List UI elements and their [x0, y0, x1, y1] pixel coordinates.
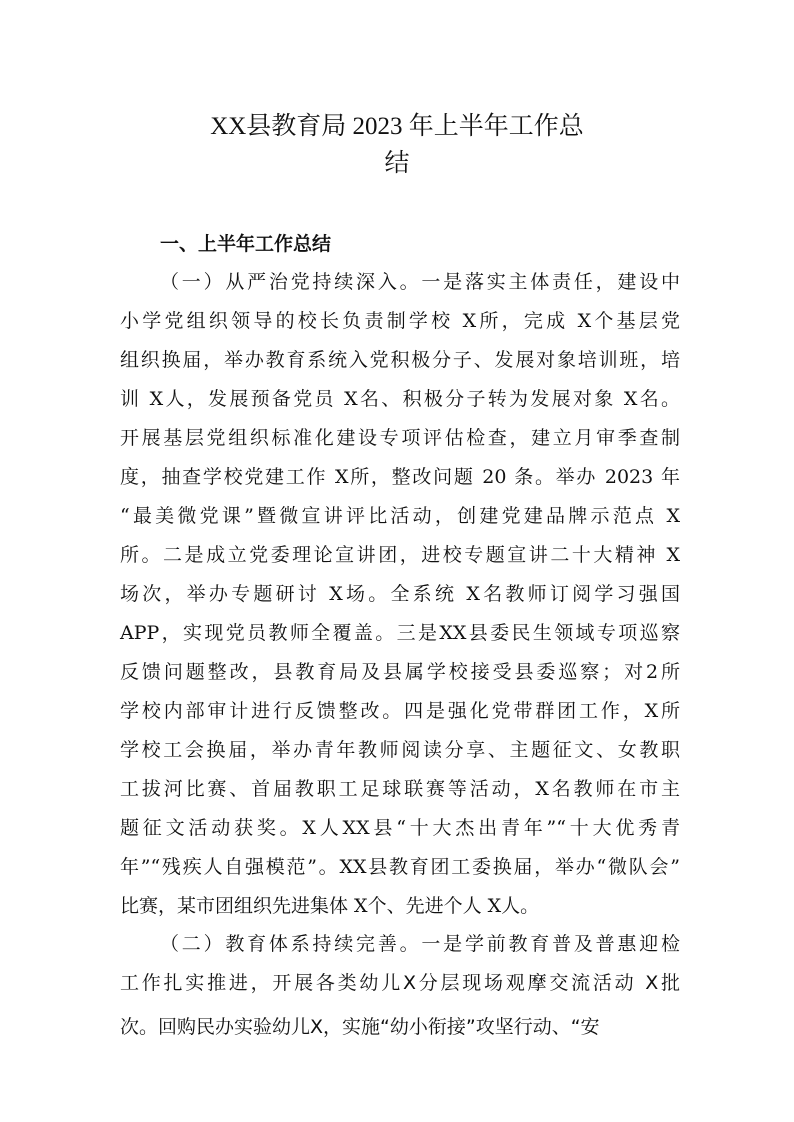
body-line: 开展基层党组织标准化建设专项评估检查，建立月审季查制: [120, 427, 680, 449]
body-line: APP，实现党员教师全覆盖。三是XX县委民生领域专项巡察: [120, 622, 680, 644]
body-line: 题征文活动获奖。X人XX县“十大杰出青年”“十大优秀青: [120, 817, 680, 839]
body-line: 反馈问题整改，县教育局及县属学校接受县委巡察；对2所: [120, 661, 680, 683]
title-line-2: 结: [384, 150, 410, 177]
body-line: 度，抽查学校党建工作 X所，整改问题 20 条。举办 2023 年: [120, 466, 680, 488]
body-line: 年”“残疾人自强模范”。XX县教育团工委换届，举办“微队会”: [120, 856, 680, 878]
body-line: 比赛，某市团组织先进集体 X个、先进个人 X人。: [120, 895, 540, 917]
body-line: （二）教育体系持续完善。一是学前教育普及普惠迎检: [160, 933, 680, 955]
body-line: 学校工会换届，举办青年教师阅读分享、主题征文、女教职: [120, 739, 680, 761]
body-line: 工拔河比赛、首届教职工足球联赛等活动，X名教师在市主: [120, 778, 680, 800]
title-line-1: XX县教育局 2023 年上半年工作总: [210, 113, 584, 140]
body-line: 场次，举办专题研讨 X场。全系统 X名教师订阅学习强国: [120, 583, 680, 605]
body-line: 小学党组织领导的校长负责制学校 X所，完成 X个基层党: [120, 310, 680, 332]
section-heading: 一、上半年工作总结: [160, 233, 332, 255]
body-line: “最美微党课”暨微宣讲评比活动，创建党建品牌示范点 X: [120, 505, 680, 527]
body-line: 学校内部审计进行反馈整改。四是强化党带群团工作，X所: [120, 700, 680, 722]
body-line: 所。二是成立党委理论宣讲团，进校专题宣讲二十大精神 X: [120, 544, 680, 566]
body-line: 组织换届，举办教育系统入党积极分子、发展对象培训班，培: [120, 349, 680, 371]
body-line: 工作扎实推进，开展各类幼儿X分层现场观摩交流活动 X批: [120, 972, 680, 994]
document-title: [150, 108, 644, 182]
body-line: 次。回购民办实验幼儿X，实施“幼小衔接”攻坚行动、“安: [120, 1016, 600, 1038]
body-line: （一）从严治党持续深入。一是落实主体责任，建设中: [160, 271, 680, 293]
body-line: 训 X人，发展预备党员 X名、积极分子转为发展对象 X名。: [120, 388, 680, 410]
